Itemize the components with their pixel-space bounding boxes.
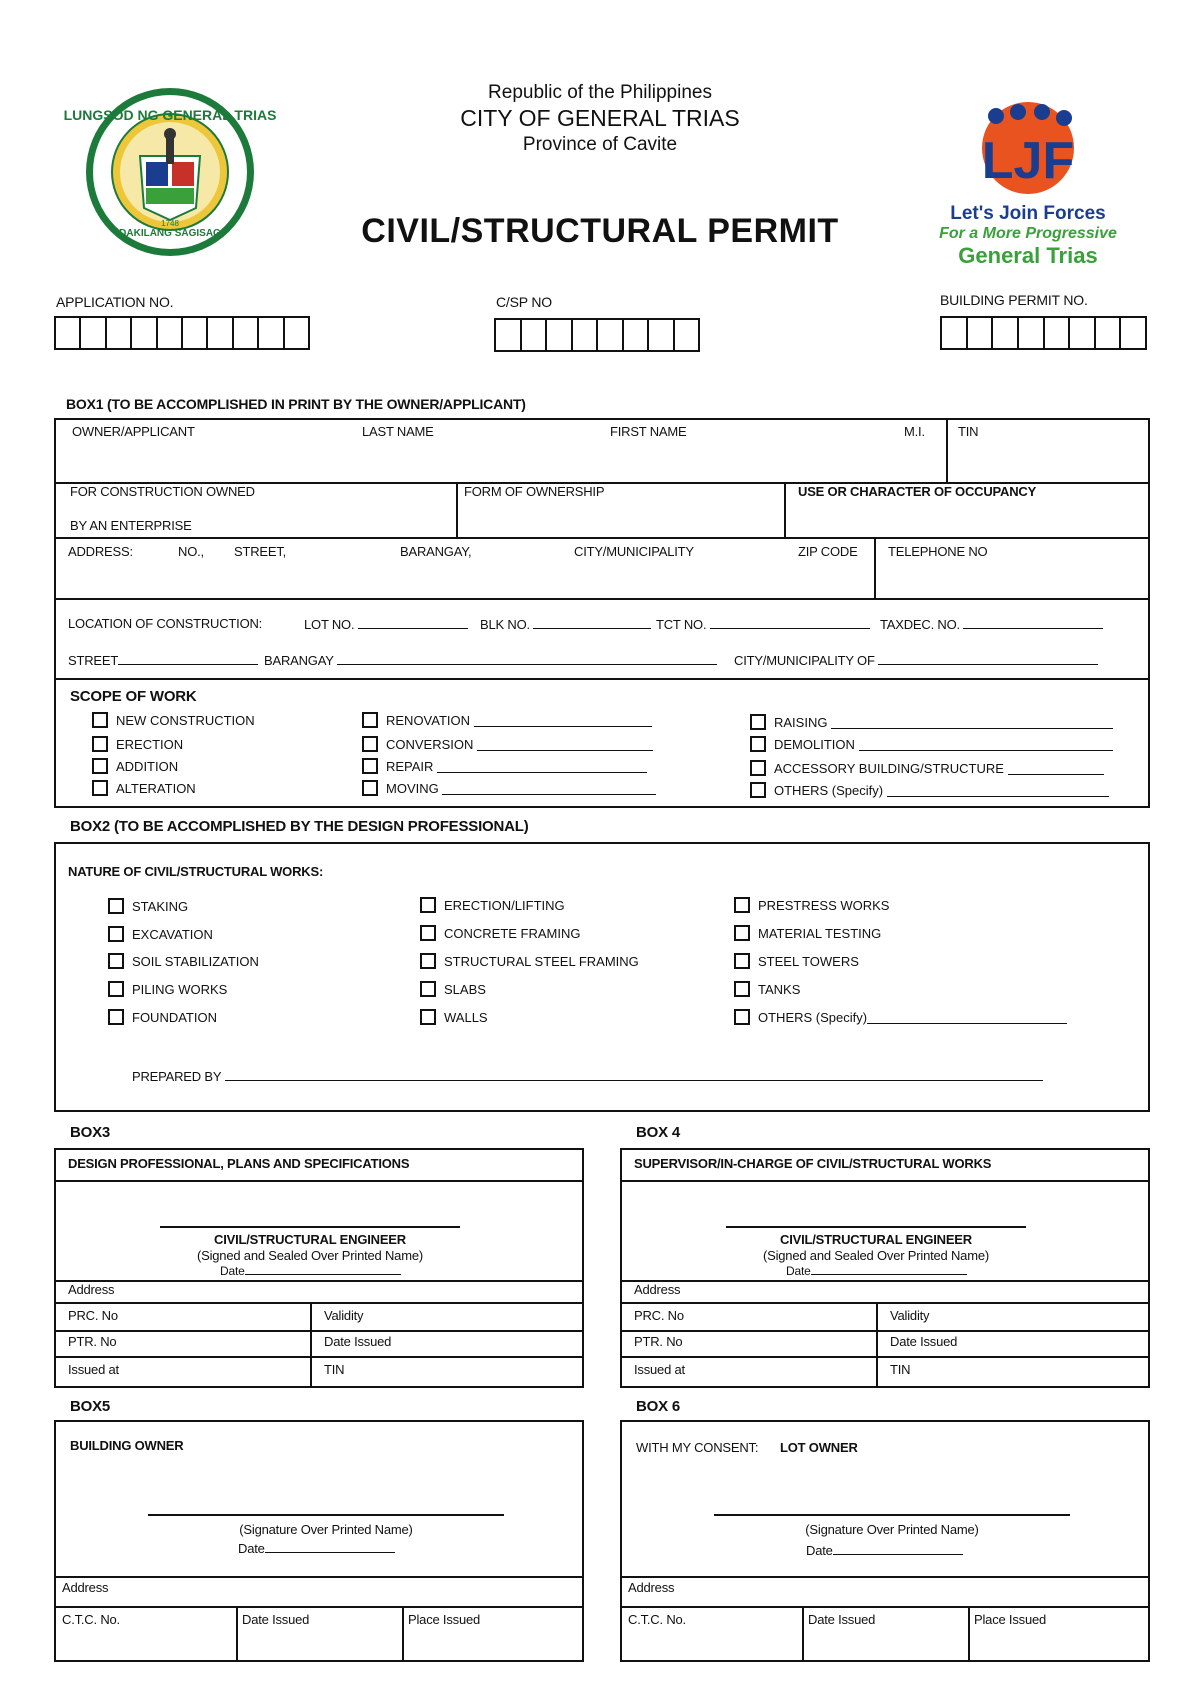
divider bbox=[456, 482, 458, 537]
divider bbox=[620, 1606, 1150, 1608]
taxdec-no-text: TAXDEC. NO. bbox=[880, 617, 960, 632]
nature-item-staking[interactable] bbox=[108, 898, 188, 914]
checkbox[interactable] bbox=[92, 758, 108, 774]
box6-date-label: Date bbox=[806, 1543, 833, 1558]
box4-date-line[interactable] bbox=[811, 1264, 967, 1275]
divider bbox=[54, 678, 1150, 680]
taxdec-no-line[interactable] bbox=[963, 616, 1103, 629]
box4-signature-line[interactable] bbox=[726, 1226, 1026, 1228]
seal-icon bbox=[63, 86, 277, 258]
box4-issued-at: Issued at bbox=[634, 1362, 685, 1377]
blk-no-text: BLK NO. bbox=[480, 617, 530, 632]
box4-ptr: PTR. No bbox=[634, 1334, 683, 1349]
checkbox[interactable] bbox=[420, 953, 436, 969]
scope-label: RAISING bbox=[774, 714, 828, 730]
scope-item-addition[interactable] bbox=[92, 758, 178, 774]
divider bbox=[968, 1606, 970, 1662]
nature-item-piling-works[interactable] bbox=[108, 981, 227, 997]
scope-item-repair[interactable] bbox=[362, 758, 647, 774]
nature-label: TANKS bbox=[758, 981, 801, 997]
box4-date-issued: Date Issued bbox=[890, 1334, 958, 1349]
box5-date-label: Date bbox=[238, 1541, 265, 1556]
box5-ctc: C.T.C. No. bbox=[62, 1612, 120, 1627]
nature-item-prestress[interactable] bbox=[734, 897, 889, 913]
box6-signature-line[interactable] bbox=[714, 1514, 1070, 1516]
nature-item-foundation[interactable] bbox=[108, 1009, 217, 1025]
box3-issued-at: Issued at bbox=[68, 1362, 119, 1377]
street2-line[interactable] bbox=[118, 652, 258, 665]
ljf-line1: Let's Join Forces bbox=[950, 203, 1106, 224]
address-label: ADDRESS: bbox=[68, 544, 133, 559]
blk-no-line[interactable] bbox=[533, 616, 651, 629]
nature-label: MATERIAL TESTING bbox=[758, 925, 882, 941]
scope-item-raising[interactable] bbox=[750, 714, 1113, 730]
box3-signature-line[interactable] bbox=[160, 1226, 460, 1228]
box5-signature-line[interactable] bbox=[148, 1514, 504, 1516]
box3-signed: (Signed and Sealed Over Printed Name) bbox=[196, 1248, 423, 1263]
nature-item-walls[interactable] bbox=[420, 1009, 488, 1025]
nature-item-others[interactable] bbox=[734, 1009, 1067, 1025]
nature-label: SOIL STABILIZATION bbox=[132, 953, 259, 969]
box4-tin: TIN bbox=[890, 1362, 911, 1377]
box4-title: SUPERVISOR/IN-CHARGE OF CIVIL/STRUCTURAL WORKS bbox=[634, 1156, 992, 1171]
box1-title: BOX1 (TO BE ACCOMPLISHED IN PRINT BY THE OWNER/APPLICANT) bbox=[66, 396, 526, 412]
box3-date-line[interactable] bbox=[245, 1264, 401, 1275]
scope-item-alteration[interactable] bbox=[92, 780, 196, 796]
divider bbox=[54, 1280, 584, 1282]
scope-line[interactable] bbox=[474, 714, 652, 727]
divider bbox=[946, 420, 948, 482]
for-construction-label: FOR CONSTRUCTION OWNED bbox=[70, 484, 255, 499]
scope-label: CONVERSION bbox=[386, 736, 474, 752]
scope-line[interactable] bbox=[437, 760, 647, 773]
nature-item-erection-lifting[interactable] bbox=[420, 897, 565, 913]
box4-role: CIVIL/STRUCTURAL ENGINEER bbox=[780, 1232, 972, 1247]
nature-label: EXCAVATION bbox=[132, 926, 213, 942]
checkbox[interactable] bbox=[750, 782, 766, 798]
scope-line[interactable] bbox=[859, 738, 1113, 751]
scope-item-new-construction[interactable] bbox=[92, 712, 255, 728]
lot-no-line[interactable] bbox=[358, 616, 468, 629]
checkbox[interactable] bbox=[92, 736, 108, 752]
scope-label: DEMOLITION bbox=[774, 736, 855, 752]
taxdec-no-label bbox=[880, 616, 1103, 632]
nature-label: WALLS bbox=[444, 1009, 488, 1025]
checkbox[interactable] bbox=[734, 897, 750, 913]
checkbox[interactable] bbox=[92, 712, 108, 728]
box5-date-line[interactable] bbox=[265, 1540, 395, 1553]
seal-year: 1748 bbox=[161, 219, 179, 228]
checkbox[interactable] bbox=[362, 712, 378, 728]
scope-line[interactable] bbox=[887, 784, 1109, 797]
prepared-by bbox=[132, 1068, 1043, 1084]
address-no-label: NO., bbox=[178, 544, 204, 559]
scope-label: MOVING bbox=[386, 780, 439, 796]
nature-label: SLABS bbox=[444, 981, 486, 997]
box3-role: CIVIL/STRUCTURAL ENGINEER bbox=[214, 1232, 406, 1247]
last-name-label: LAST NAME bbox=[362, 424, 434, 439]
tct-no-line[interactable] bbox=[710, 616, 870, 629]
seal-text-top: LUNGSOD NG GENERAL TRIAS bbox=[63, 107, 277, 123]
province-heading: Province of Cavite bbox=[522, 134, 678, 155]
nature-label: CONCRETE FRAMING bbox=[444, 925, 581, 941]
blk-no-label bbox=[480, 616, 651, 632]
ljf-line3: General Trias bbox=[958, 243, 1098, 268]
owner-applicant-label: OWNER/APPLICANT bbox=[72, 424, 195, 439]
prepared-by-line[interactable] bbox=[225, 1068, 1043, 1081]
nature-label: STAKING bbox=[132, 898, 189, 914]
box6-address: Address bbox=[628, 1580, 675, 1595]
checkbox[interactable] bbox=[420, 897, 436, 913]
first-name-label: FIRST NAME bbox=[610, 424, 687, 439]
barangay2-text: BARANGAY bbox=[264, 653, 334, 668]
ljf-logo bbox=[918, 100, 1138, 268]
checkbox[interactable] bbox=[750, 714, 766, 730]
divider bbox=[876, 1302, 878, 1388]
barangay2-line[interactable] bbox=[337, 652, 717, 665]
scope-line[interactable] bbox=[477, 738, 653, 751]
divider bbox=[784, 482, 786, 537]
box3-address: Address bbox=[68, 1282, 115, 1297]
republic-heading: Republic of the Philippines bbox=[488, 82, 712, 103]
scope-label: ACCESSORY BUILDING/STRUCTURE bbox=[774, 760, 1004, 776]
nature-title: NATURE OF CIVIL/STRUCTURAL WORKS: bbox=[68, 864, 324, 879]
scope-line[interactable] bbox=[1008, 762, 1104, 775]
mi-label: M.I. bbox=[904, 424, 925, 439]
building-permit-no-label: BUILDING PERMIT NO. bbox=[940, 292, 1088, 308]
nature-label: PILING WORKS bbox=[132, 981, 228, 997]
lot-no-label bbox=[304, 616, 468, 632]
box6-ctc: C.T.C. No. bbox=[628, 1612, 686, 1627]
box6-label: BOX 6 bbox=[636, 1398, 681, 1415]
divider bbox=[620, 1280, 1150, 1282]
box3-title: DESIGN PROFESSIONAL, PLANS AND SPECIFICATIONS bbox=[68, 1156, 410, 1171]
tct-no-text: TCT NO. bbox=[656, 617, 707, 632]
box6-consent: WITH MY CONSENT: bbox=[636, 1440, 759, 1455]
street2-text: STREET bbox=[68, 653, 119, 668]
divider bbox=[54, 598, 1150, 600]
scope-line[interactable] bbox=[442, 782, 656, 795]
nature-item-slabs[interactable] bbox=[420, 981, 486, 997]
seal-text-bottom: DAKILANG SAGISAG bbox=[119, 228, 221, 239]
by-enterprise-label: BY AN ENTERPRISE bbox=[70, 518, 192, 533]
box6-frame bbox=[620, 1420, 1150, 1662]
checkbox[interactable] bbox=[362, 780, 378, 796]
scope-item-conversion[interactable] bbox=[362, 736, 653, 752]
checkbox[interactable] bbox=[750, 736, 766, 752]
box3-prc: PRC. No bbox=[68, 1308, 118, 1323]
use-occupancy-label: USE OR CHARACTER OF OCCUPANCY bbox=[798, 484, 1037, 499]
checkbox[interactable] bbox=[362, 758, 378, 774]
scope-label: ADDITION bbox=[116, 758, 179, 774]
checkbox[interactable] bbox=[734, 925, 750, 941]
scope-item-moving[interactable] bbox=[362, 780, 656, 796]
csp-no-label: C/SP NO bbox=[496, 294, 552, 310]
address-city-label: CITY/MUNICIPALITY bbox=[574, 544, 694, 559]
checkbox[interactable] bbox=[734, 981, 750, 997]
nature-line[interactable] bbox=[867, 1011, 1067, 1024]
divider bbox=[54, 1606, 584, 1608]
box4-prc: PRC. No bbox=[634, 1308, 684, 1323]
scope-item-renovation[interactable] bbox=[362, 712, 652, 728]
scope-label: OTHERS (Specify) bbox=[774, 782, 884, 798]
box4-signed: (Signed and Sealed Over Printed Name) bbox=[762, 1248, 989, 1263]
box3-validity: Validity bbox=[324, 1308, 364, 1323]
box5-label: BOX5 bbox=[70, 1398, 111, 1415]
checkbox[interactable] bbox=[420, 981, 436, 997]
box3-tin: TIN bbox=[324, 1362, 345, 1377]
divider bbox=[54, 1302, 584, 1304]
scope-item-erection[interactable] bbox=[92, 736, 183, 752]
box3-date-label: Date bbox=[220, 1264, 245, 1278]
scope-line[interactable] bbox=[831, 716, 1113, 729]
checkbox[interactable] bbox=[92, 780, 108, 796]
checkbox[interactable] bbox=[108, 1009, 124, 1025]
nature-item-soil-stabilization[interactable] bbox=[108, 953, 259, 969]
box5-place-issued: Place Issued bbox=[408, 1612, 481, 1627]
city-of-line[interactable] bbox=[878, 652, 1098, 665]
checkbox[interactable] bbox=[108, 926, 124, 942]
csp-no-boxes[interactable] bbox=[494, 318, 700, 352]
scope-item-others[interactable] bbox=[750, 782, 1109, 798]
box3-ptr: PTR. No bbox=[68, 1334, 117, 1349]
nature-item-material-testing[interactable] bbox=[734, 925, 881, 941]
tct-no-label bbox=[656, 616, 870, 632]
scope-title: SCOPE OF WORK bbox=[70, 688, 197, 705]
nature-label: STRUCTURAL STEEL FRAMING bbox=[444, 953, 639, 969]
scope-label: ERECTION bbox=[116, 736, 184, 752]
address-barangay-label: BARANGAY, bbox=[400, 544, 472, 559]
ljf-logo-icon bbox=[918, 100, 1138, 200]
divider bbox=[620, 1356, 1150, 1358]
lot-no-text: LOT NO. bbox=[304, 617, 355, 632]
tin-label: TIN bbox=[958, 424, 979, 439]
divider bbox=[54, 1576, 584, 1578]
box3-date bbox=[220, 1264, 401, 1278]
location-label: LOCATION OF CONSTRUCTION: bbox=[68, 616, 263, 631]
checkbox[interactable] bbox=[108, 898, 124, 914]
form-of-ownership-label: FORM OF OWNERSHIP bbox=[464, 484, 605, 499]
application-no-label: APPLICATION NO. bbox=[56, 294, 174, 310]
building-permit-no-boxes[interactable] bbox=[940, 316, 1147, 350]
divider bbox=[54, 537, 1150, 539]
zip-code-label: ZIP CODE bbox=[798, 544, 858, 559]
nature-item-structural-steel[interactable] bbox=[420, 953, 639, 969]
checkbox[interactable] bbox=[750, 760, 766, 776]
ljf-line2: For a More Progressive bbox=[939, 225, 1117, 242]
box6-date-issued: Date Issued bbox=[808, 1612, 876, 1627]
box6-date bbox=[806, 1542, 963, 1558]
box5-date bbox=[238, 1540, 395, 1556]
city-heading: CITY OF GENERAL TRIAS bbox=[460, 105, 740, 131]
nature-label: STEEL TOWERS bbox=[758, 953, 859, 969]
box4-date bbox=[786, 1264, 967, 1278]
ljf-letters: LJF bbox=[981, 132, 1075, 190]
checkbox[interactable] bbox=[362, 736, 378, 752]
divider bbox=[54, 1330, 584, 1332]
nature-item-excavation[interactable] bbox=[108, 926, 213, 942]
box6-date-line[interactable] bbox=[833, 1542, 963, 1555]
box4-address: Address bbox=[634, 1282, 681, 1297]
box2-title: BOX2 (TO BE ACCOMPLISHED BY THE DESIGN PROFESSIONAL) bbox=[70, 818, 529, 835]
nature-item-tanks[interactable] bbox=[734, 981, 800, 997]
box4-label: BOX 4 bbox=[636, 1124, 681, 1141]
scope-label: ALTERATION bbox=[116, 780, 196, 796]
nature-label: FOUNDATION bbox=[132, 1009, 217, 1025]
scope-item-demolition[interactable] bbox=[750, 736, 1113, 752]
box4-validity: Validity bbox=[890, 1308, 930, 1323]
box4-date-label: Date bbox=[786, 1264, 811, 1278]
box5-address: Address bbox=[62, 1580, 109, 1595]
divider bbox=[310, 1302, 312, 1388]
divider bbox=[54, 1180, 584, 1182]
checkbox[interactable] bbox=[734, 1009, 750, 1025]
box3-label: BOX3 bbox=[70, 1124, 111, 1141]
city-seal bbox=[63, 86, 277, 258]
box5-signature: (Signature Over Printed Name) bbox=[239, 1522, 413, 1537]
scope-label: REPAIR bbox=[386, 758, 434, 774]
checkbox[interactable] bbox=[420, 925, 436, 941]
box5-date-issued: Date Issued bbox=[242, 1612, 310, 1627]
divider bbox=[874, 537, 876, 598]
divider bbox=[236, 1606, 238, 1662]
nature-label: OTHERS (Specify) bbox=[758, 1009, 868, 1025]
box6-signature: (Signature Over Printed Name) bbox=[805, 1522, 979, 1537]
checkbox[interactable] bbox=[108, 953, 124, 969]
checkbox[interactable] bbox=[108, 981, 124, 997]
divider bbox=[54, 1356, 584, 1358]
page-title: CIVIL/STRUCTURAL PERMIT bbox=[361, 212, 839, 250]
nature-label: PRESTRESS WORKS bbox=[758, 897, 890, 913]
nature-item-concrete-framing[interactable] bbox=[420, 925, 581, 941]
address-street-label: STREET, bbox=[234, 544, 287, 559]
barangay2-label bbox=[264, 652, 717, 668]
telephone-label: TELEPHONE NO bbox=[888, 544, 988, 559]
checkbox[interactable] bbox=[420, 1009, 436, 1025]
divider bbox=[620, 1180, 1150, 1182]
scope-label: NEW CONSTRUCTION bbox=[116, 712, 255, 728]
prepared-by-label: PREPARED BY bbox=[132, 1069, 222, 1084]
nature-label: ERECTION/LIFTING bbox=[444, 897, 565, 913]
application-no-boxes[interactable] bbox=[54, 316, 310, 350]
box5-title: BUILDING OWNER bbox=[70, 1438, 184, 1453]
city-of-text: CITY/MUNICIPALITY OF bbox=[734, 653, 875, 668]
box3-date-issued: Date Issued bbox=[324, 1334, 392, 1349]
divider bbox=[402, 1606, 404, 1662]
checkbox[interactable] bbox=[734, 953, 750, 969]
divider bbox=[802, 1606, 804, 1662]
divider bbox=[620, 1576, 1150, 1578]
divider bbox=[620, 1302, 1150, 1304]
box6-place-issued: Place Issued bbox=[974, 1612, 1047, 1627]
nature-item-steel-towers[interactable] bbox=[734, 953, 859, 969]
box6-title: LOT OWNER bbox=[780, 1440, 858, 1455]
scope-label: RENOVATION bbox=[386, 712, 471, 728]
street2-label bbox=[68, 652, 258, 668]
city-of-label bbox=[734, 652, 1098, 668]
divider bbox=[620, 1330, 1150, 1332]
scope-item-accessory[interactable] bbox=[750, 760, 1104, 776]
